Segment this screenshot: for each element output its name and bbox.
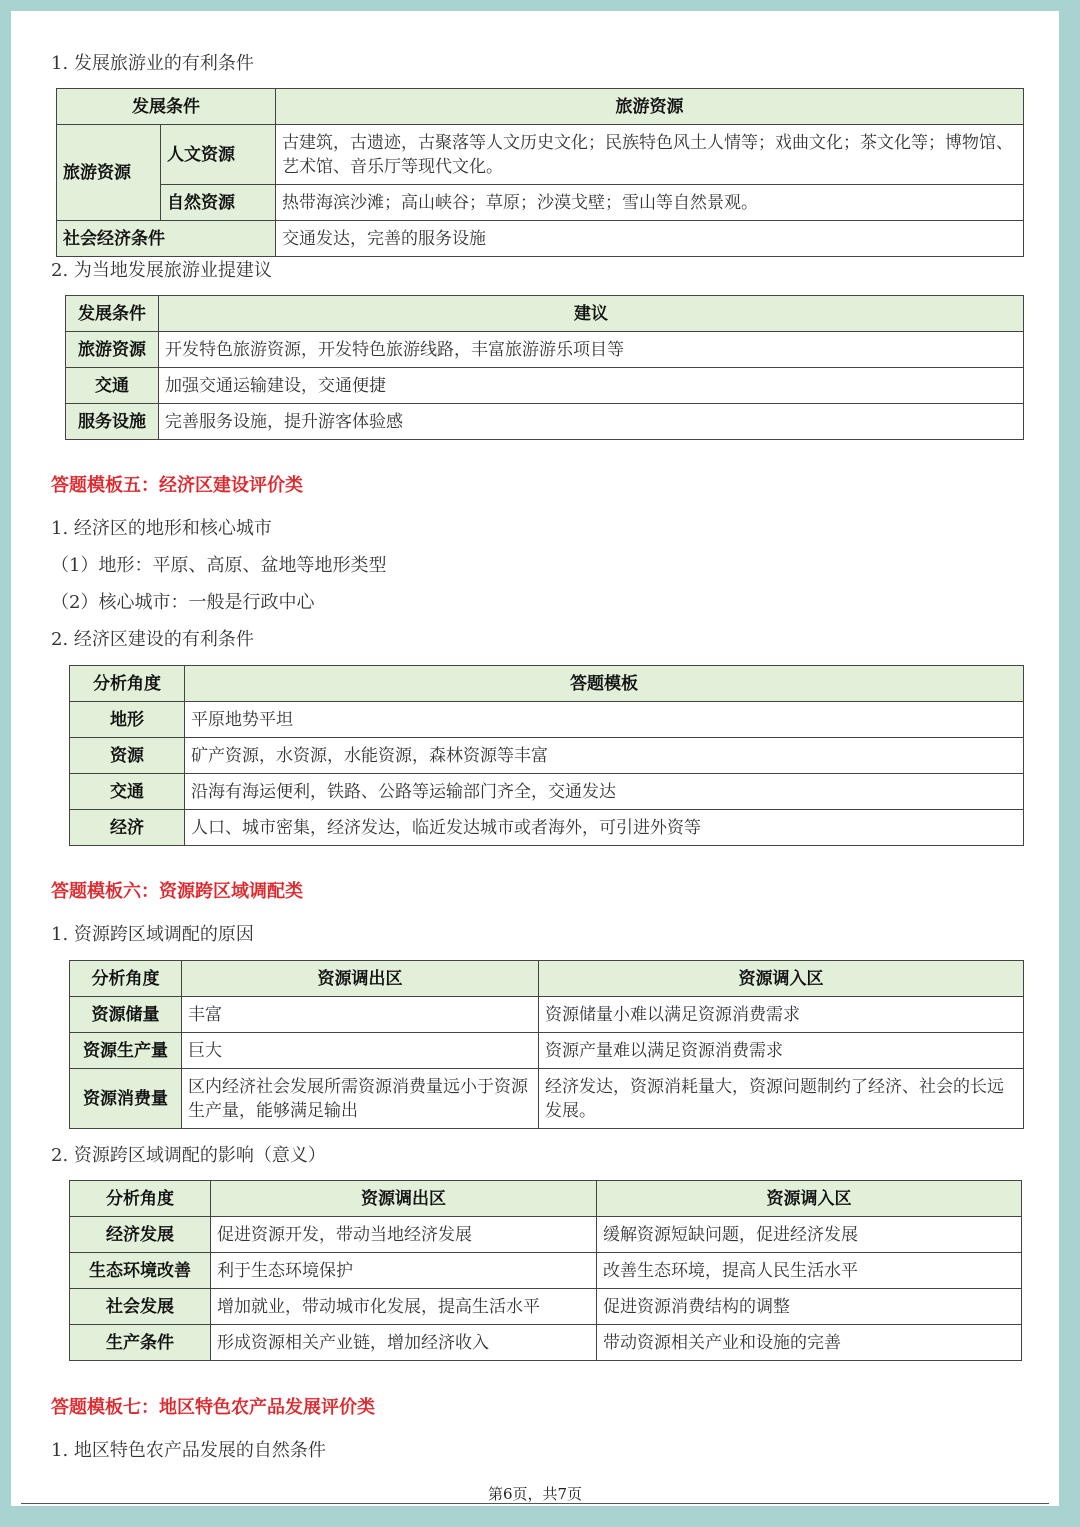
row-label: 地形 — [70, 702, 185, 738]
section-heading: 答题模板六：资源跨区域调配类 — [51, 881, 303, 902]
resource-reason-table — [69, 960, 1024, 1129]
table-header: 分析角度 — [70, 961, 182, 997]
table-cell: 改善生态环境，提高人民生活水平 — [597, 1253, 1022, 1289]
table-cell: 增加就业，带动城市化发展，提高生活水平 — [211, 1289, 597, 1325]
economic-zone-table — [69, 665, 1024, 846]
table-cell: 丰富 — [182, 997, 539, 1033]
list-item: （2）核心城市：一般是行政中心 — [51, 592, 315, 613]
table-header: 建议 — [159, 296, 1024, 332]
resource-impact-table — [69, 1180, 1022, 1361]
table-header: 资源调入区 — [597, 1181, 1022, 1217]
table-cell: 交通发达，完善的服务设施 — [276, 221, 1024, 257]
list-item: 2. 经济区建设的有利条件 — [51, 629, 254, 650]
table-header: 发展条件 — [57, 89, 276, 125]
table-cell: 经济发达，资源消耗量大，资源问题制约了经济、社会的长远发展。 — [539, 1069, 1024, 1129]
tourism-conditions-table — [56, 88, 1024, 257]
table-cell: 促进资源消费结构的调整 — [597, 1289, 1022, 1325]
section-title: 1. 发展旅游业的有利条件 — [51, 53, 254, 74]
section-heading: 答题模板七：地区特色农产品发展评价类 — [51, 1397, 375, 1418]
list-item: 1. 资源跨区域调配的原因 — [51, 924, 254, 945]
section-heading: 答题模板五：经济区建设评价类 — [51, 475, 303, 496]
document-page — [11, 11, 1059, 1506]
table-cell: 完善服务设施，提升游客体验感 — [159, 404, 1024, 440]
table-cell: 巨大 — [182, 1033, 539, 1069]
row-label: 交通 — [66, 368, 159, 404]
row-label: 生产条件 — [70, 1325, 211, 1361]
table-cell: 带动资源相关产业和设施的完善 — [597, 1325, 1022, 1361]
table-header: 资源调出区 — [182, 961, 539, 997]
row-label: 社会发展 — [70, 1289, 211, 1325]
table-header: 资源调出区 — [211, 1181, 597, 1217]
row-label: 社会经济条件 — [57, 221, 276, 257]
tourism-suggestion-table — [65, 295, 1024, 440]
row-label: 人文资源 — [161, 125, 276, 185]
table-cell: 加强交通运输建设，交通便捷 — [159, 368, 1024, 404]
table-cell: 矿产资源，水资源，水能资源，森林资源等丰富 — [185, 738, 1024, 774]
table-header: 分析角度 — [70, 666, 185, 702]
section-title: 2. 为当地发展旅游业提建议 — [51, 260, 272, 281]
table-cell: 利于生态环境保护 — [211, 1253, 597, 1289]
table-cell: 区内经济社会发展所需资源消费量远小于资源生产量，能够满足输出 — [182, 1069, 539, 1129]
row-label: 交通 — [70, 774, 185, 810]
list-item: 2. 资源跨区域调配的影响（意义） — [51, 1145, 326, 1166]
table-header: 分析角度 — [70, 1181, 211, 1217]
table-cell: 缓解资源短缺问题，促进经济发展 — [597, 1217, 1022, 1253]
row-label: 旅游资源 — [66, 332, 159, 368]
row-label: 资源储量 — [70, 997, 182, 1033]
list-item: 1. 经济区的地形和核心城市 — [51, 518, 272, 539]
table-cell: 促进资源开发，带动当地经济发展 — [211, 1217, 597, 1253]
row-label: 资源 — [70, 738, 185, 774]
row-label: 自然资源 — [161, 185, 276, 221]
row-group-label: 旅游资源 — [57, 125, 161, 221]
table-header: 旅游资源 — [276, 89, 1024, 125]
table-cell: 平原地势平坦 — [185, 702, 1024, 738]
footer-divider — [21, 1503, 1049, 1504]
table-cell: 沿海有海运便利，铁路、公路等运输部门齐全，交通发达 — [185, 774, 1024, 810]
table-cell: 资源储量小难以满足资源消费需求 — [539, 997, 1024, 1033]
row-label: 生态环境改善 — [70, 1253, 211, 1289]
row-label: 经济 — [70, 810, 185, 846]
table-cell: 人口、城市密集，经济发达，临近发达城市或者海外，可引进外资等 — [185, 810, 1024, 846]
row-label: 资源消费量 — [70, 1069, 182, 1129]
table-cell: 古建筑，古遗迹，古聚落等人文历史文化；民族特色风土人情等；戏曲文化；茶文化等；博物馆、艺术馆、音乐厅等现代文化。 — [276, 125, 1024, 185]
list-item: 1. 地区特色农产品发展的自然条件 — [51, 1440, 326, 1461]
table-header: 答题模板 — [185, 666, 1024, 702]
table-cell: 资源产量难以满足资源消费需求 — [539, 1033, 1024, 1069]
table-header: 资源调入区 — [539, 961, 1024, 997]
table-cell: 热带海滨沙滩；高山峡谷；草原；沙漠戈壁；雪山等自然景观。 — [276, 185, 1024, 221]
list-item: （1）地形：平原、高原、盆地等地形类型 — [51, 555, 387, 576]
row-label: 资源生产量 — [70, 1033, 182, 1069]
table-cell: 开发特色旅游资源，开发特色旅游线路，丰富旅游游乐项目等 — [159, 332, 1024, 368]
row-label: 服务设施 — [66, 404, 159, 440]
table-cell: 形成资源相关产业链，增加经济收入 — [211, 1325, 597, 1361]
row-label: 经济发展 — [70, 1217, 211, 1253]
table-header: 发展条件 — [66, 296, 159, 332]
page-footer: 第6页，共7页 — [487, 1485, 583, 1503]
